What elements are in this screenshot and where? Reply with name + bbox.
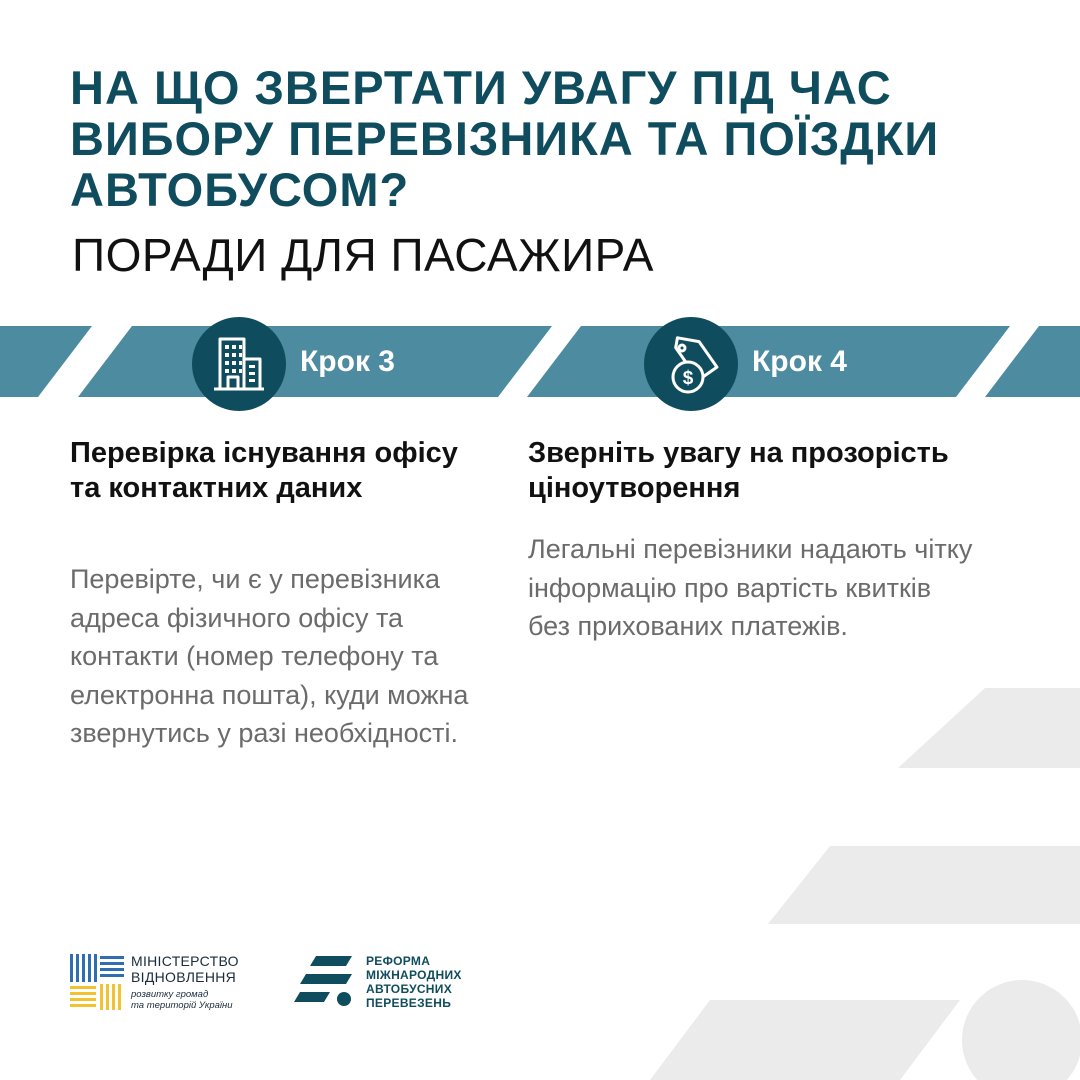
step4-title: Зверніть увагу на прозорість ціноутворення bbox=[528, 437, 949, 504]
band-left-stub bbox=[0, 326, 92, 397]
step4-description: Легальні перевізники надають чітку інформацію про вартість квитків без прихованих платежів. bbox=[528, 534, 973, 641]
step3-title: Перевірка існування офісу та контактних даних bbox=[70, 437, 458, 504]
page-title: НА ЩО ЗВЕРТАТИ УВАГУ ПІД ЧАС ВИБОРУ ПЕРЕВІЗНИКА ТА ПОЇЗДКИ АВТОБУСОМ? bbox=[70, 61, 940, 216]
decor-circle bbox=[962, 980, 1080, 1080]
reform-name-line3: АВТОБУСНИХ bbox=[366, 982, 452, 996]
svg-text:$: $ bbox=[682, 368, 694, 389]
decor-stripe-3 bbox=[650, 1000, 960, 1080]
reform-emblem-icon bbox=[294, 954, 354, 1010]
ministry-name-line4: та територій України bbox=[131, 1000, 233, 1011]
page-subtitle: ПОРАДИ ДЛЯ ПАСАЖИРА bbox=[72, 229, 654, 281]
reform-name-line4: ПЕРЕВЕЗЕНЬ bbox=[366, 996, 452, 1010]
ministry-name-line3: розвитку громад bbox=[131, 989, 209, 1000]
step3-icon-badge bbox=[192, 317, 286, 411]
office-building-icon bbox=[192, 317, 286, 411]
ministry-name-line2: ВІДНОВЛЕННЯ bbox=[131, 969, 237, 985]
steps-band bbox=[0, 326, 1080, 397]
reform-name-line1: РЕФОРМА bbox=[366, 954, 431, 968]
ministry-logo bbox=[70, 954, 260, 1014]
reform-logo bbox=[294, 954, 494, 1014]
decor-stripe-1 bbox=[898, 688, 1080, 768]
step4-label: Крок 4 bbox=[752, 345, 847, 378]
ministry-name-line1: МІНІСТЕРСТВО bbox=[131, 953, 239, 969]
price-tag-dollar-icon bbox=[644, 317, 738, 411]
decor-stripe-2 bbox=[768, 846, 1080, 924]
step3-description: Перевірте, чи є у перевізника адреса фізичного офісу та контакти (номер телефону та електронна пошта), куди можна звернутись у разі необхідності. bbox=[70, 564, 469, 748]
reform-name-line2: МІЖНАРОДНИХ bbox=[366, 968, 462, 982]
step4-icon-badge bbox=[644, 317, 738, 411]
ministry-emblem-icon bbox=[70, 954, 126, 1010]
step3-label: Крок 3 bbox=[300, 345, 395, 378]
